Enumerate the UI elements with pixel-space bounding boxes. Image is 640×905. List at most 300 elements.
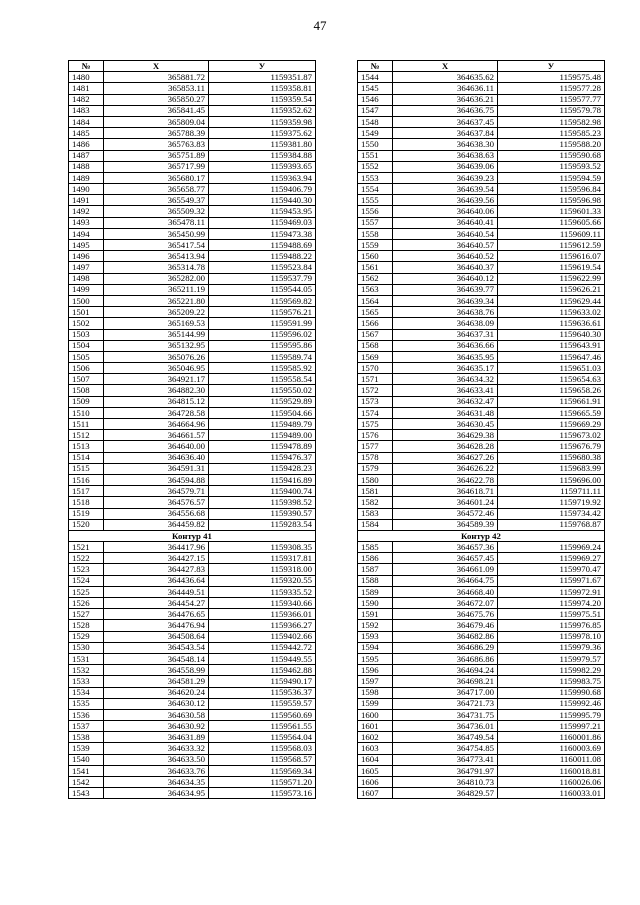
x-coordinate-cell: 364638.09 (393, 318, 498, 329)
point-number-cell: 1598 (358, 687, 393, 698)
point-number-cell: 1499 (69, 284, 104, 295)
point-number-cell: 1564 (358, 295, 393, 306)
x-coordinate-cell: 364572.46 (393, 508, 498, 519)
y-coordinate-cell: 1159711.11 (498, 486, 605, 497)
y-coordinate-cell: 1159596.02 (209, 329, 316, 340)
point-number-cell: 1602 (358, 732, 393, 743)
y-coordinate-cell: 1159576.21 (209, 307, 316, 318)
point-number-cell: 1491 (69, 195, 104, 206)
point-number-cell: 1517 (69, 486, 104, 497)
x-coordinate-cell: 365478.11 (104, 217, 209, 228)
point-number-cell: 1577 (358, 441, 393, 452)
y-coordinate-cell: 1159381.80 (209, 139, 316, 150)
y-coordinate-cell: 1159400.74 (209, 486, 316, 497)
table-row (69, 329, 316, 340)
y-coordinate-cell: 1159366.27 (209, 620, 316, 631)
table-row (69, 620, 316, 631)
y-coordinate-cell: 1159588.20 (498, 139, 605, 150)
table-row (69, 184, 316, 195)
table-row (358, 273, 605, 284)
table-row (358, 307, 605, 318)
y-coordinate-cell: 1159476.37 (209, 452, 316, 463)
table-row (69, 251, 316, 262)
point-number-cell: 1515 (69, 463, 104, 474)
y-coordinate-cell: 1159591.99 (209, 318, 316, 329)
y-coordinate-cell: 1159559.57 (209, 698, 316, 709)
x-coordinate-cell: 365788.39 (104, 128, 209, 139)
table-row (69, 609, 316, 620)
y-coordinate-cell: 1159351.87 (209, 72, 316, 83)
coordinates-table-left (68, 60, 316, 799)
y-coordinate-cell: 1159976.85 (498, 620, 605, 631)
y-coordinate-cell: 1159416.89 (209, 474, 316, 485)
y-coordinate-cell: 1159978.10 (498, 631, 605, 642)
table-row (358, 665, 605, 676)
point-number-cell: 1574 (358, 407, 393, 418)
y-coordinate-cell: 1159971.67 (498, 575, 605, 586)
y-coordinate-cell: 1159473.38 (209, 228, 316, 239)
table-row (358, 363, 605, 374)
point-number-cell: 1597 (358, 676, 393, 687)
header-y: У (498, 61, 605, 72)
table-row (358, 553, 605, 564)
x-coordinate-cell: 364682.86 (393, 631, 498, 642)
point-number-cell: 1484 (69, 116, 104, 127)
table-row (69, 284, 316, 295)
y-coordinate-cell: 1159317.81 (209, 553, 316, 564)
y-coordinate-cell: 1159489.00 (209, 430, 316, 441)
x-coordinate-cell: 364630.45 (393, 419, 498, 430)
point-number-cell: 1490 (69, 184, 104, 195)
y-coordinate-cell: 1159488.22 (209, 251, 316, 262)
x-coordinate-cell: 364628.28 (393, 441, 498, 452)
x-coordinate-cell: 365751.89 (104, 150, 209, 161)
x-coordinate-cell: 364636.11 (393, 83, 498, 94)
table-row (358, 586, 605, 597)
table-row (358, 743, 605, 754)
point-number-cell: 1573 (358, 396, 393, 407)
x-coordinate-cell: 364630.92 (104, 721, 209, 732)
point-number-cell: 1538 (69, 732, 104, 743)
table-row (358, 508, 605, 519)
x-coordinate-cell: 365853.11 (104, 83, 209, 94)
table-row (69, 161, 316, 172)
point-number-cell: 1594 (358, 642, 393, 653)
y-coordinate-cell: 1159359.98 (209, 116, 316, 127)
table-row (358, 709, 605, 720)
x-coordinate-cell: 364508.64 (104, 631, 209, 642)
x-coordinate-cell: 364638.76 (393, 307, 498, 318)
table-row (69, 240, 316, 251)
point-number-cell: 1532 (69, 665, 104, 676)
point-number-cell: 1510 (69, 407, 104, 418)
x-coordinate-cell: 364721.73 (393, 698, 498, 709)
x-coordinate-cell: 364543.54 (104, 642, 209, 653)
table-row (358, 407, 605, 418)
point-number-cell: 1567 (358, 329, 393, 340)
y-coordinate-cell: 1159340.66 (209, 598, 316, 609)
y-coordinate-cell: 1159352.62 (209, 105, 316, 116)
y-coordinate-cell: 1159589.74 (209, 351, 316, 362)
x-coordinate-cell: 364634.32 (393, 374, 498, 385)
x-coordinate-cell: 364639.56 (393, 195, 498, 206)
x-coordinate-cell: 365841.45 (104, 105, 209, 116)
point-number-cell: 1546 (358, 94, 393, 105)
point-number-cell: 1526 (69, 598, 104, 609)
point-number-cell: 1560 (358, 251, 393, 262)
section-title: Контур 41 (69, 530, 316, 541)
page-number: 47 (313, 18, 327, 33)
table-row (69, 709, 316, 720)
x-coordinate-cell: 364635.17 (393, 363, 498, 374)
table-row (69, 340, 316, 351)
y-coordinate-cell: 1159683.99 (498, 463, 605, 474)
y-coordinate-cell: 1159640.30 (498, 329, 605, 340)
table-row (358, 486, 605, 497)
y-coordinate-cell: 1159550.02 (209, 385, 316, 396)
x-coordinate-cell: 365763.83 (104, 139, 209, 150)
x-coordinate-cell: 364728.58 (104, 407, 209, 418)
x-coordinate-cell: 364622.78 (393, 474, 498, 485)
y-coordinate-cell: 1159363.94 (209, 172, 316, 183)
point-number-cell: 1516 (69, 474, 104, 485)
x-coordinate-cell: 364618.71 (393, 486, 498, 497)
y-coordinate-cell: 1159651.03 (498, 363, 605, 374)
x-coordinate-cell: 364548.14 (104, 653, 209, 664)
point-number-cell: 1557 (358, 217, 393, 228)
y-coordinate-cell: 1159979.36 (498, 642, 605, 653)
point-number-cell: 1583 (358, 508, 393, 519)
table-row (69, 217, 316, 228)
table-row (358, 642, 605, 653)
table-row (69, 195, 316, 206)
table-row (69, 687, 316, 698)
point-number-cell: 1589 (358, 586, 393, 597)
x-coordinate-cell: 364640.37 (393, 262, 498, 273)
point-number-cell: 1540 (69, 754, 104, 765)
y-coordinate-cell: 1159636.61 (498, 318, 605, 329)
table-row (69, 407, 316, 418)
x-coordinate-cell: 364749.54 (393, 732, 498, 743)
point-number-cell: 1584 (358, 519, 393, 530)
point-number-cell: 1566 (358, 318, 393, 329)
x-coordinate-cell: 364476.94 (104, 620, 209, 631)
table-row (358, 206, 605, 217)
table-row (69, 139, 316, 150)
y-coordinate-cell: 1159561.55 (209, 721, 316, 732)
x-coordinate-cell: 364679.46 (393, 620, 498, 631)
table-row (69, 105, 316, 116)
point-number-cell: 1542 (69, 777, 104, 788)
x-coordinate-cell: 364637.45 (393, 116, 498, 127)
point-number-cell: 1565 (358, 307, 393, 318)
table-row (358, 542, 605, 553)
x-coordinate-cell: 364454.27 (104, 598, 209, 609)
point-number-cell: 1547 (358, 105, 393, 116)
table-row (358, 519, 605, 530)
point-number-cell: 1501 (69, 307, 104, 318)
table-row (358, 262, 605, 273)
y-coordinate-cell: 1159335.52 (209, 586, 316, 597)
x-coordinate-cell: 364556.68 (104, 508, 209, 519)
table-row (358, 217, 605, 228)
y-coordinate-cell: 1159975.51 (498, 609, 605, 620)
table-row (358, 351, 605, 362)
x-coordinate-cell: 365209.22 (104, 307, 209, 318)
x-coordinate-cell: 364686.86 (393, 653, 498, 664)
table-row (358, 777, 605, 788)
point-number-cell: 1530 (69, 642, 104, 653)
x-coordinate-cell: 364601.24 (393, 497, 498, 508)
table-row (69, 732, 316, 743)
y-coordinate-cell: 1159577.28 (498, 83, 605, 94)
y-coordinate-cell: 1159283.54 (209, 519, 316, 530)
table-row (69, 262, 316, 273)
x-coordinate-cell: 365076.26 (104, 351, 209, 362)
point-number-cell: 1549 (358, 128, 393, 139)
table-row (358, 396, 605, 407)
y-coordinate-cell: 1159992.46 (498, 698, 605, 709)
table-row (69, 441, 316, 452)
point-number-cell: 1518 (69, 497, 104, 508)
point-number-cell: 1523 (69, 564, 104, 575)
point-number-cell: 1593 (358, 631, 393, 642)
x-coordinate-cell: 364633.76 (104, 765, 209, 776)
table-row (69, 385, 316, 396)
table-row (69, 754, 316, 765)
table-row (69, 206, 316, 217)
table-row (358, 653, 605, 664)
point-number-cell: 1568 (358, 340, 393, 351)
point-number-cell: 1588 (358, 575, 393, 586)
point-number-cell: 1581 (358, 486, 393, 497)
x-coordinate-cell: 364640.52 (393, 251, 498, 262)
point-number-cell: 1603 (358, 743, 393, 754)
table-row (358, 687, 605, 698)
table-row (358, 452, 605, 463)
table-row (358, 105, 605, 116)
table-row (69, 777, 316, 788)
y-coordinate-cell: 1159568.57 (209, 754, 316, 765)
y-coordinate-cell: 1159612.59 (498, 240, 605, 251)
point-number-cell: 1579 (358, 463, 393, 474)
table-row (358, 620, 605, 631)
table-row (69, 474, 316, 485)
header-y: У (209, 61, 316, 72)
point-number-cell: 1591 (358, 609, 393, 620)
y-coordinate-cell: 1159982.29 (498, 665, 605, 676)
table-row (358, 340, 605, 351)
x-coordinate-cell: 364635.95 (393, 351, 498, 362)
point-number-cell: 1488 (69, 161, 104, 172)
x-coordinate-cell: 364640.57 (393, 240, 498, 251)
y-coordinate-cell: 1159593.52 (498, 161, 605, 172)
table-row (69, 273, 316, 284)
point-number-cell: 1586 (358, 553, 393, 564)
x-coordinate-cell: 364558.99 (104, 665, 209, 676)
x-coordinate-cell: 364736.01 (393, 721, 498, 732)
x-coordinate-cell: 364639.77 (393, 284, 498, 295)
table-row (358, 374, 605, 385)
y-coordinate-cell: 1159558.54 (209, 374, 316, 385)
table-row (358, 72, 605, 83)
y-coordinate-cell: 1159490.17 (209, 676, 316, 687)
x-coordinate-cell: 364686.29 (393, 642, 498, 653)
point-number-cell: 1498 (69, 273, 104, 284)
table-row (358, 732, 605, 743)
y-coordinate-cell: 1159469.03 (209, 217, 316, 228)
table-row (69, 564, 316, 575)
y-coordinate-cell: 1159654.63 (498, 374, 605, 385)
x-coordinate-cell: 364640.00 (104, 441, 209, 452)
y-coordinate-cell: 1159974.20 (498, 598, 605, 609)
y-coordinate-cell: 1159619.54 (498, 262, 605, 273)
x-coordinate-cell: 365221.80 (104, 295, 209, 306)
table-row (358, 251, 605, 262)
x-coordinate-cell: 364581.29 (104, 676, 209, 687)
point-number-cell: 1551 (358, 150, 393, 161)
point-number-cell: 1545 (358, 83, 393, 94)
y-coordinate-cell: 1159358.81 (209, 83, 316, 94)
point-number-cell: 1576 (358, 430, 393, 441)
table-row (358, 441, 605, 452)
x-coordinate-cell: 365549.37 (104, 195, 209, 206)
point-number-cell: 1600 (358, 709, 393, 720)
x-coordinate-cell: 364636.21 (393, 94, 498, 105)
table-row (69, 172, 316, 183)
section-title: Контур 42 (358, 530, 605, 541)
y-coordinate-cell: 1159571.20 (209, 777, 316, 788)
y-coordinate-cell: 1159579.78 (498, 105, 605, 116)
y-coordinate-cell: 1159560.69 (209, 709, 316, 720)
point-number-cell: 1575 (358, 419, 393, 430)
table-row (69, 653, 316, 664)
y-coordinate-cell: 1159622.99 (498, 273, 605, 284)
table-row (358, 318, 605, 329)
x-coordinate-cell: 364754.85 (393, 743, 498, 754)
table-row (69, 575, 316, 586)
point-number-cell: 1527 (69, 609, 104, 620)
x-coordinate-cell: 364664.96 (104, 419, 209, 430)
table-row (358, 754, 605, 765)
table-row (69, 519, 316, 530)
y-coordinate-cell: 1159440.30 (209, 195, 316, 206)
y-coordinate-cell: 1159577.77 (498, 94, 605, 105)
x-coordinate-cell: 365509.32 (104, 206, 209, 217)
table-row (69, 452, 316, 463)
y-coordinate-cell: 1160011.08 (498, 754, 605, 765)
x-coordinate-cell: 364636.66 (393, 340, 498, 351)
point-number-cell: 1500 (69, 295, 104, 306)
x-coordinate-cell: 364664.75 (393, 575, 498, 586)
point-number-cell: 1601 (358, 721, 393, 732)
y-coordinate-cell: 1159453.95 (209, 206, 316, 217)
y-coordinate-cell: 1159595.86 (209, 340, 316, 351)
table-header-row (69, 61, 316, 72)
y-coordinate-cell: 1159995.79 (498, 709, 605, 720)
y-coordinate-cell: 1159972.91 (498, 586, 605, 597)
point-number-cell: 1561 (358, 262, 393, 273)
point-number-cell: 1489 (69, 172, 104, 183)
y-coordinate-cell: 1159768.87 (498, 519, 605, 530)
x-coordinate-cell: 364829.57 (393, 788, 498, 799)
y-coordinate-cell: 1159573.16 (209, 788, 316, 799)
x-coordinate-cell: 364717.00 (393, 687, 498, 698)
table-row (358, 463, 605, 474)
x-coordinate-cell: 364640.54 (393, 228, 498, 239)
y-coordinate-cell: 1159680.38 (498, 452, 605, 463)
point-number-cell: 1524 (69, 575, 104, 586)
y-coordinate-cell: 1159537.79 (209, 273, 316, 284)
point-number-cell: 1505 (69, 351, 104, 362)
y-coordinate-cell: 1159402.66 (209, 631, 316, 642)
table-row (358, 385, 605, 396)
point-number-cell: 1521 (69, 542, 104, 553)
table-row (358, 676, 605, 687)
y-coordinate-cell: 1159489.79 (209, 419, 316, 430)
x-coordinate-cell: 364638.63 (393, 150, 498, 161)
x-coordinate-cell: 364449.51 (104, 586, 209, 597)
table-row (358, 564, 605, 575)
point-number-cell: 1483 (69, 105, 104, 116)
y-coordinate-cell: 1159590.68 (498, 150, 605, 161)
table-row (69, 318, 316, 329)
table-row (358, 419, 605, 430)
y-coordinate-cell: 1159665.59 (498, 407, 605, 418)
point-number-cell: 1556 (358, 206, 393, 217)
x-coordinate-cell: 365450.99 (104, 228, 209, 239)
y-coordinate-cell: 1159609.11 (498, 228, 605, 239)
table-row (69, 128, 316, 139)
x-coordinate-cell: 364638.30 (393, 139, 498, 150)
table-row (69, 150, 316, 161)
x-coordinate-cell: 364476.65 (104, 609, 209, 620)
point-number-cell: 1534 (69, 687, 104, 698)
y-coordinate-cell: 1159696.00 (498, 474, 605, 485)
table-row (69, 396, 316, 407)
table-row (358, 184, 605, 195)
point-number-cell: 1522 (69, 553, 104, 564)
table-row (358, 172, 605, 183)
point-number-cell: 1487 (69, 150, 104, 161)
y-coordinate-cell: 1159569.82 (209, 295, 316, 306)
x-coordinate-cell: 365417.54 (104, 240, 209, 251)
point-number-cell: 1503 (69, 329, 104, 340)
x-coordinate-cell: 364661.09 (393, 564, 498, 575)
x-coordinate-cell: 364639.54 (393, 184, 498, 195)
y-coordinate-cell: 1159616.07 (498, 251, 605, 262)
x-coordinate-cell: 364459.82 (104, 519, 209, 530)
point-number-cell: 1513 (69, 441, 104, 452)
y-coordinate-cell: 1159673.02 (498, 430, 605, 441)
point-number-cell: 1569 (358, 351, 393, 362)
x-coordinate-cell: 364640.12 (393, 273, 498, 284)
x-coordinate-cell: 364637.84 (393, 128, 498, 139)
table-row (358, 139, 605, 150)
point-number-cell: 1595 (358, 653, 393, 664)
y-coordinate-cell: 1159488.69 (209, 240, 316, 251)
x-coordinate-cell: 364637.31 (393, 329, 498, 340)
table-row (358, 788, 605, 799)
point-number-cell: 1507 (69, 374, 104, 385)
point-number-cell: 1553 (358, 172, 393, 183)
x-coordinate-cell: 364731.75 (393, 709, 498, 720)
point-number-cell: 1506 (69, 363, 104, 374)
point-number-cell: 1607 (358, 788, 393, 799)
point-number-cell: 1580 (358, 474, 393, 485)
table-row (358, 721, 605, 732)
table-row (69, 363, 316, 374)
